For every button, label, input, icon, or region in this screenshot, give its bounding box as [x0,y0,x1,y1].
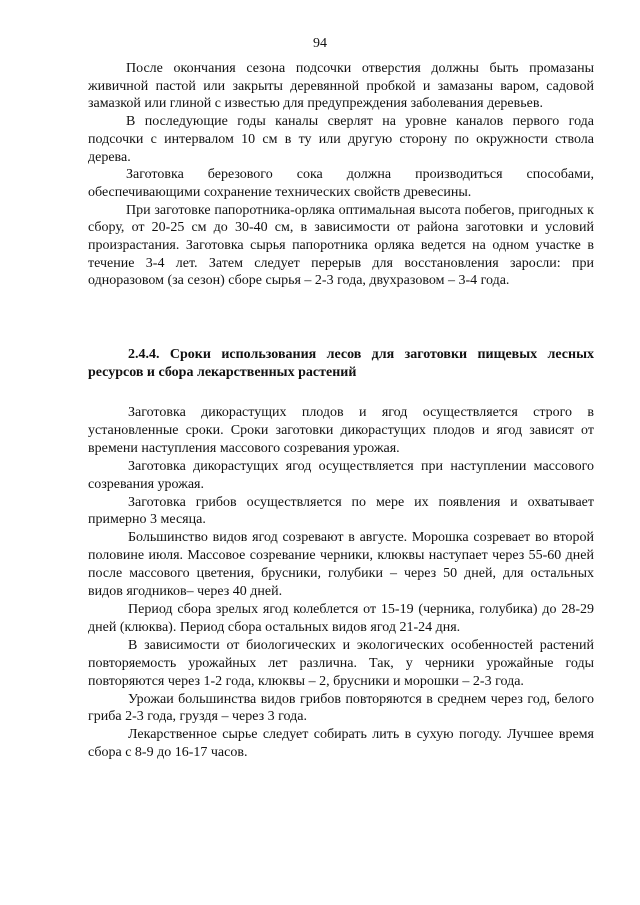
paragraph: Урожаи большинства видов грибов повторяются в среднем через год, белого гриба 2-3 года, груздя – через 3 года. [88,691,594,725]
paragraph: При заготовке папоротника-орляка оптимальная высота побегов, пригодных к сбору, от 20-25 см до 30-40 см, в зависимости от района заготовки и условий произрастания. Заготовка сырья папоротника орляка ведется на одном участке в течение 3-4 лет. Затем следует перерыв для восстановления заросли: при одноразовом (за сезон) сборе сырья – 2-3 года, двухразовом – 3-4 года. [88,202,594,289]
section-heading: 2.4.4. Сроки использования лесов для заготовки пищевых лесных ресурсов и сбора лекарственных растений [88,347,594,380]
paragraph: В последующие годы каналы сверлят на уровне каналов первого года подсочки с интервалом 10 см в ту или другую сторону по окружности ствола дерева. [88,114,594,165]
paragraph: Период сбора зрелых ягод колеблется от 15-19 (черника, голубика) до 28-29 дней (клюква). Период сбора остальных видов ягод 21-24 дня. [88,601,594,635]
paragraph: Заготовка дикорастущих ягод осуществляется при наступлении массового созревания урожая. [88,458,594,492]
paragraph: Заготовка березового сока должна производиться способами, обеспечивающими сохранение технических свойств древесины. [88,167,594,200]
paragraph: После окончания сезона подсочки отверстия должны быть промазаны живичной пастой или закрыты деревянной пробкой и замазаны варом, садовой замазкой или глиной с известью для предупреждения заболевания деревьев. [88,61,594,112]
paragraph: Лекарственное сырье следует собирать лить в сухую погоду. Лучшее время сбора с 8-9 до 16-17 часов. [88,727,594,761]
paragraph: Большинство видов ягод созревают в августе. Морошка созревает во второй половине июля. Массовое созревание черники, клюквы наступает через 55-60 дней после массового цветения, брусники, голубики – через 50 дней, для остальных видов ягодников– через 40 дней. [88,530,594,600]
paragraph: В зависимости от биологических и экологических особенностей растений повторяемость урожайных лет различна. Так, у черники урожайные годы повторяются через 1-2 года, клюквы – 2, брусники и морошки – 2-3 года. [88,637,594,689]
section-heading-block [88,346,594,381]
paragraph: Заготовка дикорастущих плодов и ягод осуществляется строго в установленные сроки. Сроки заготовки дикорастущих плодов и ягод зависят от времени наступления массового созревания урожая. [88,405,594,456]
page-number: 94 [313,36,327,51]
paragraph: Заготовка грибов осуществляется по мере их появления и охватывает примерно 3 месяца. [88,494,594,528]
top-text-block [88,60,594,290]
bottom-text-block [88,404,594,762]
